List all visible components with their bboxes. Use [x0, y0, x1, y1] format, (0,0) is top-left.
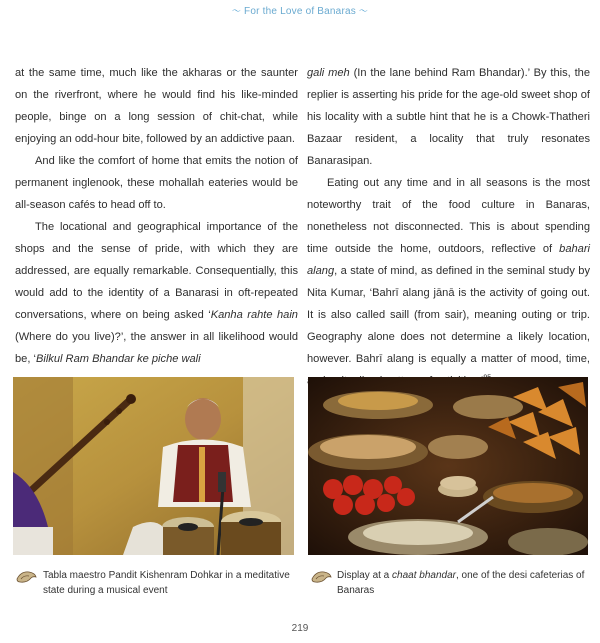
paragraph-text: (Where do you live)?’, the answer in all likelihood would be, ‘	[15, 331, 298, 365]
tabla-maestro-photo	[13, 377, 294, 555]
running-header-title: For the Love of Banaras	[244, 6, 356, 17]
right-text-column	[307, 62, 590, 392]
conch-shell-icon	[310, 569, 332, 590]
paragraph	[307, 172, 590, 392]
paragraph-text: , a state of mind, as defined in the seminal study by Nita Kumar, ‘Bahrī alang jānā is the activity of going out. It is also called saill (from sair), meaning outing or trip. Geography alone does not determine a likely location, however. Bahrī alang is equally a matter of mood, time,	[307, 265, 590, 365]
paragraph-text: And like the comfort of home that emits the notion of permanent inglenook, these mohallah eateries would be all-season cafés to head off to.	[15, 155, 298, 211]
caption-text: , one of the desi cafeterias of Banaras	[337, 570, 585, 596]
italic-phrase: gali meh	[307, 67, 350, 79]
wave-ornament-icon: 〜	[358, 6, 369, 16]
italic-phrase: bahari alang	[307, 243, 590, 277]
caption-right	[337, 568, 587, 598]
chaat-bhandar-photo	[308, 377, 588, 555]
paragraph-text: The locational and geographical importance of the shops and the sense of pride, with which they are addressed, are equally remarkable. Consequentially, this would add to the identity of a Banarasi in oft-repeated conversations, where on being asked ‘	[15, 221, 298, 321]
paragraph-text: at the same time, much like the akharas or the saunter on the riverfront, where he would find his like-minded people, binge on a long session of chit-chat, while enjoying an odd-hour bite, followed by an addictive paan.	[15, 67, 298, 145]
paragraph	[15, 62, 298, 150]
page-number: 219	[291, 623, 309, 634]
paragraph-text: Eating out any time and in all seasons is the most noteworthy trait of the food culture in Banaras, nonetheless not disconnected. This is about spending time outside the home, outdoors, reflective of	[307, 177, 590, 255]
wave-ornament-icon: 〜	[231, 6, 242, 16]
italic-phrase: Kanha rahte hain	[210, 309, 298, 321]
left-text-column	[15, 62, 298, 370]
italic-phrase: chaat bhandar	[392, 570, 456, 581]
caption-left	[43, 568, 293, 598]
running-header	[0, 4, 600, 17]
paragraph-text: (In the lane behind Ram Bhandar).’ By this, the replier is asserting his pride for the age-old sweet shop of his locality with a subtle hint that he is a Chowk-Thatheri Bazaar resident, a locality that truly resonates Banarasipan.	[307, 67, 590, 167]
caption-text: Tabla maestro Pandit Kishenram Dohkar in a meditative state during a musical event	[43, 570, 290, 596]
conch-shell-icon	[15, 569, 37, 590]
italic-phrase: Bilkul Ram Bhandar ke piche wali	[35, 353, 201, 365]
paragraph	[307, 62, 590, 172]
paragraph	[15, 150, 298, 216]
caption-text: Display at a	[337, 570, 393, 581]
paragraph	[15, 216, 298, 370]
